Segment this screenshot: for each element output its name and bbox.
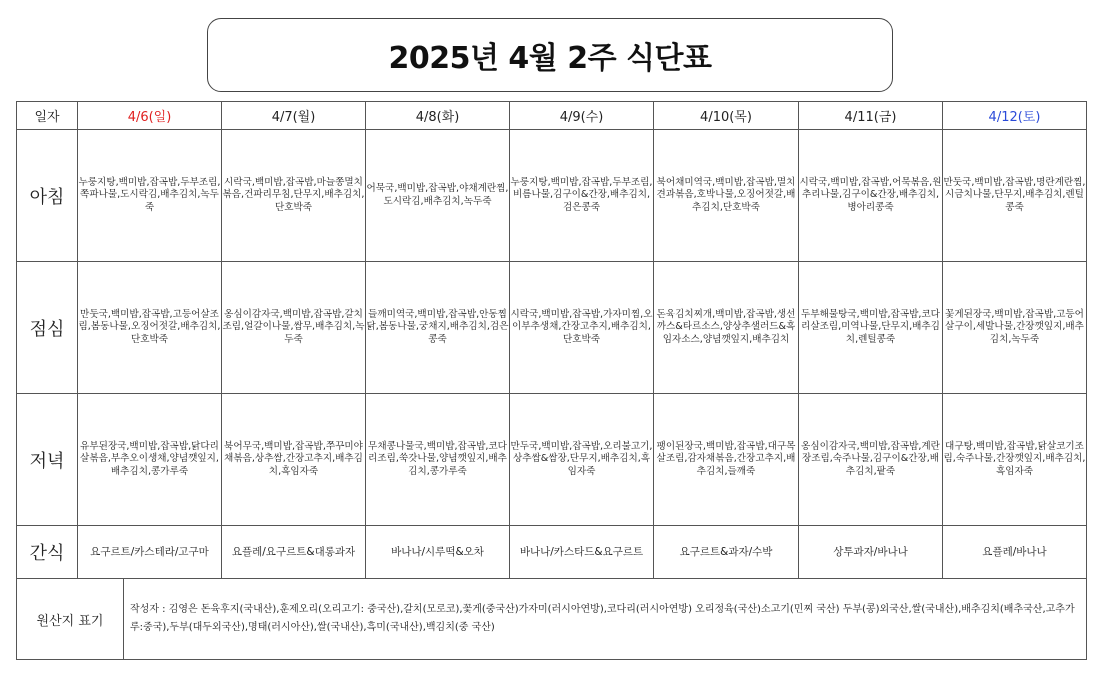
header-row [17, 102, 1087, 130]
lunch-label: 점심 [17, 262, 78, 394]
menu-cell: 요구르트&과자/수박 [654, 526, 799, 579]
day-header-thu: 4/10(목) [654, 102, 799, 130]
day-header-sun: 4/6(일) [78, 102, 222, 130]
menu-cell: 들깨미역국,백미밥,잡곡밥,안동찜닭,봄동나물,궁채지,배추김치,검은콩죽 [366, 262, 510, 394]
dinner-label: 저녁 [17, 394, 78, 526]
date-header: 일자 [17, 102, 78, 130]
day-header-wed: 4/9(수) [510, 102, 654, 130]
menu-cell: 옹심이감자국,백미밥,잡곡밥,갈치조림,얼갈이나물,쌈무,배추김치,녹두죽 [222, 262, 366, 394]
menu-cell: 요구르트/카스테라/고구마 [78, 526, 222, 579]
menu-cell: 바나나/시루떡&오차 [366, 526, 510, 579]
menu-cell: 시락국,백미밥,잡곡밥,가자미찜,오이부추생채,간장고추지,배추김치,단호박죽 [510, 262, 654, 394]
menu-cell: 바나나/카스타드&요구르트 [510, 526, 654, 579]
day-header-sat: 4/12(토) [943, 102, 1087, 130]
menu-cell: 돈육김치찌개,백미밥,잡곡밥,생선까스&타르소스,양상추샐러드&흑임자소스,양념깻잎지,배추김치 [654, 262, 799, 394]
origin-row [17, 579, 1087, 660]
day-header-mon: 4/7(월) [222, 102, 366, 130]
day-header-fri: 4/11(금) [799, 102, 943, 130]
menu-cell: 북어채미역국,백미밥,잡곡밥,멸치견과볶음,호박나물,오징어젓갈,배추김치,단호박죽 [654, 130, 799, 262]
menu-cell: 만두국,백미밥,잡곡밥,오리불고기,상추쌈&쌈장,단무지,배추김치,흑임자죽 [510, 394, 654, 526]
breakfast-row [17, 130, 1087, 262]
menu-cell: 옹심이감자국,백미밥,잡곡밥,계란장조림,숙주나물,김구이&간장,배추김치,팥죽 [799, 394, 943, 526]
menu-cell: 시락국,백미밥,잡곡밥,어묵볶음,원추리나물,김구이&간장,배추김치,병아리콩죽 [799, 130, 943, 262]
menu-cell: 두부해물탕국,백미밥,잡곡밥,코다리살조림,미역나물,단무지,배추김치,렌틸콩죽 [799, 262, 943, 394]
menu-cell: 북어무국,백미밥,잡곡밥,쭈꾸미야채볶음,상추쌈,간장고추지,배추김치,흑임자죽 [222, 394, 366, 526]
menu-cell: 누룽지탕,백미밥,잡곡밥,두부조림,쪽파나물,도시락김,배추김치,녹두죽 [78, 130, 222, 262]
dinner-row [17, 394, 1087, 526]
title-box [207, 18, 893, 92]
menu-cell: 만둣국,백미밥,잡곡밥,고등어살조림,봄동나물,오징어젓갈,배추김치,단호박죽 [78, 262, 222, 394]
breakfast-label: 아침 [17, 130, 78, 262]
menu-cell: 꽃게된장국,백미밥,잡곡밥,고등어살구이,세발나물,간장깻잎지,배추김치,녹두죽 [943, 262, 1087, 394]
snack-row [17, 526, 1087, 579]
origin-cell [17, 579, 1087, 660]
page-title: 2025년 4월 2주 식단표 [388, 41, 712, 76]
menu-table [16, 101, 1087, 660]
menu-cell: 만둣국,백미밥,잡곡밥,명란계란찜,시금치나물,단무지,배추김치,렌틸콩죽 [943, 130, 1087, 262]
day-header-tue: 4/8(화) [366, 102, 510, 130]
origin-text: 작성자 : 김영은 돈육후지(국내산),훈제오리(오리고기: 중국산),갈치(모로코),꽃게(중국산)가자미(러시아연방),코다리(러시아연방) 오리정육(국산)소고기(민찌 국산) 두부(콩)외국산,쌀(국내산),배추김치(배추국산,고추가루:중국),두부(대두외국산),명태(러시아산),쌀(국내산),흑미(국내산),백김치(중 국산) [130, 604, 1075, 633]
menu-cell: 유부된장국,백미밥,잡곡밥,닭다리살볶음,부추오이생채,양념깻잎지,배추김치,콩가루죽 [78, 394, 222, 526]
snack-label: 간식 [17, 526, 78, 579]
menu-cell: 대구탕,백미밥,잡곡밥,닭살코기조림,숙주나물,간장깻잎지,배추김치,흑임자죽 [943, 394, 1087, 526]
menu-cell: 팽이된장국,백미밥,잡곡밥,대구목살조림,감자채볶음,간장고추지,배추김치,들깨죽 [654, 394, 799, 526]
menu-cell: 어묵국,백미밥,잡곡밥,야채계란찜,도시락김,배추김치,녹두죽 [366, 130, 510, 262]
lunch-row [17, 262, 1087, 394]
menu-cell: 상투과자/바나나 [799, 526, 943, 579]
menu-cell: 시락국,백미밥,잡곡밥,마늘쫑멸치볶음,건파리무침,단무지,배추김치,단호박죽 [222, 130, 366, 262]
menu-cell: 무채콩나물국,백미밥,잡곡밥,코다리조림,쑥갓나물,양념깻잎지,배추김치,콩가루죽 [366, 394, 510, 526]
menu-cell: 요플레/요구르트&대롱과자 [222, 526, 366, 579]
origin-label: 원산지 표기 [17, 579, 124, 659]
menu-cell: 누룽지탕,백미밥,잡곡밥,두부조림,비름나물,김구이&간장,배추김치,검은콩죽 [510, 130, 654, 262]
menu-cell: 요플레/바나나 [943, 526, 1087, 579]
